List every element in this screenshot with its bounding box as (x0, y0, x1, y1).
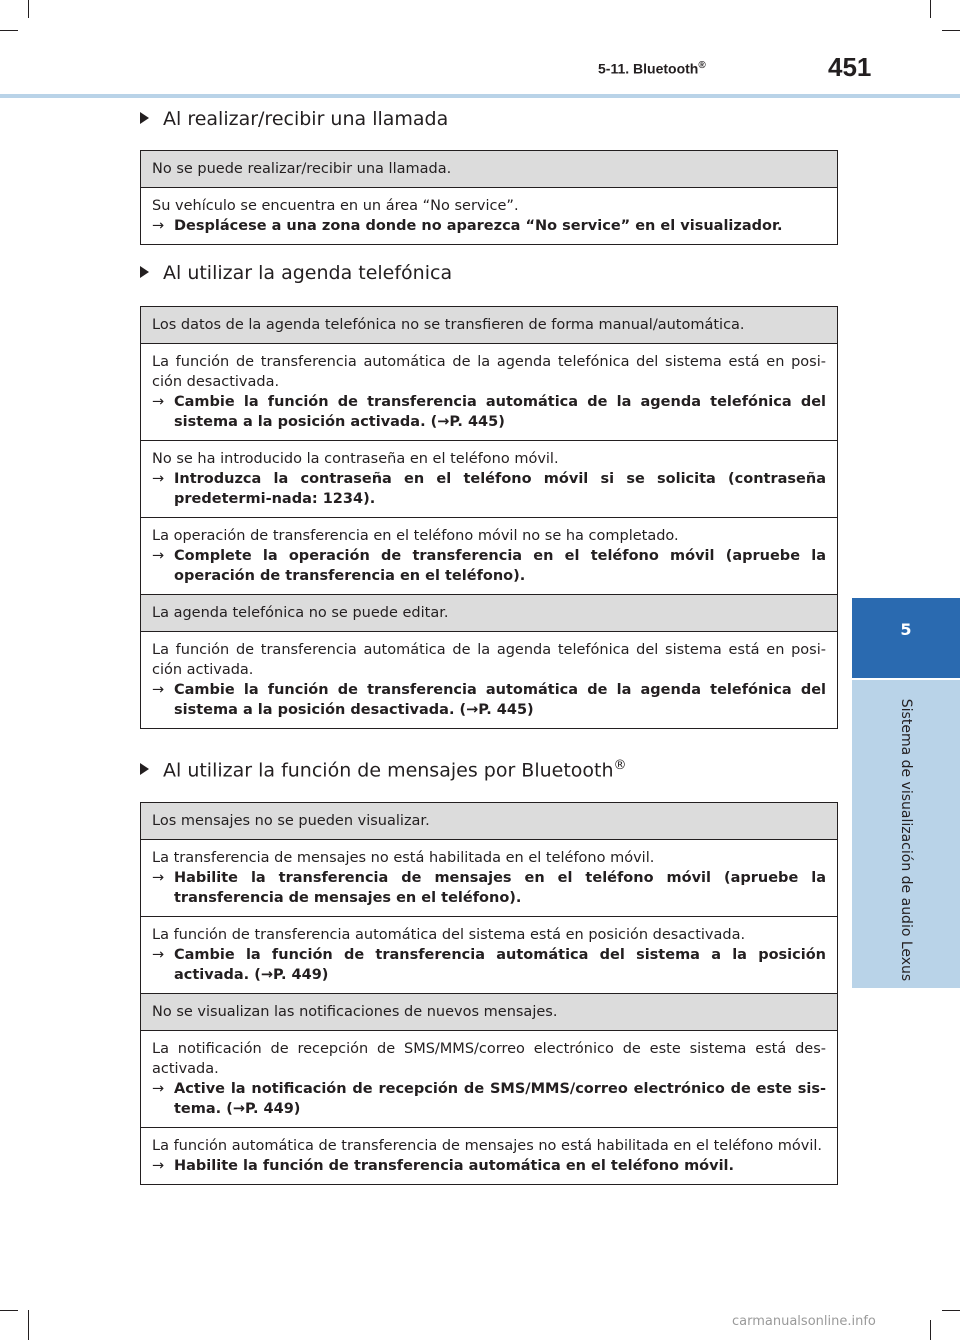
triangle-bullet-icon (140, 763, 149, 775)
cause-text: La función automática de transferencia de mensajes no está habilitada en el teléfono móvil. (152, 1138, 823, 1154)
crop-mark (930, 0, 931, 18)
crop-mark (930, 1320, 931, 1340)
troubleshooting-table (140, 150, 838, 245)
table-row (141, 803, 838, 840)
cause-text: La función de transferencia automática de la agenda telefónica del sistema está en posi-ción activada. (152, 642, 826, 678)
solution-text: Cambie la función de transferencia automática de la agenda telefónica del sistema a la posición desactivada. (→P. 445) (174, 682, 826, 718)
solution-text: Complete la operación de transferencia en el teléfono móvil (apruebe la operación de transferencia en el teléfono). (174, 548, 826, 584)
arrow-icon: → (152, 548, 165, 564)
table-row (141, 518, 838, 595)
crop-mark (28, 0, 29, 18)
cause-text: La función de transferencia automática del sistema está en posición desactivada. (152, 927, 746, 943)
triangle-bullet-icon (140, 112, 149, 124)
solution-text: Introduzca la contraseña en el teléfono móvil si se solicita (contraseña predetermi-nada: 1234). (174, 471, 826, 507)
section-title: Al realizar/recibir una llamada (140, 108, 448, 130)
solution-text: Cambie la función de transferencia automática del sistema a la posición activada. (→P. 449) (174, 947, 826, 983)
solution-text: Desplácese a una zona donde no aparezca “No service” en el visualizador. (174, 218, 783, 234)
watermark: carmanualsonline.info (732, 1314, 876, 1329)
table-row (141, 151, 838, 188)
cause-text: La función de transferencia automática de la agenda telefónica del sistema está en posi-ción desactivada. (152, 354, 826, 390)
chapter-section-title: 5-11. Bluetooth® (598, 60, 706, 77)
cause-text: La notificación de recepción de SMS/MMS/correo electrónico de este sistema está des-activada. (152, 1041, 826, 1077)
crop-mark (28, 1310, 29, 1340)
solution-text: Habilite la función de transferencia automática en el teléfono móvil. (174, 1158, 735, 1174)
symptom-cell: Los datos de la agenda telefónica no se transfieren de forma manual/automática. (141, 307, 838, 344)
arrow-icon: → (152, 1158, 165, 1174)
arrow-icon: → (152, 870, 165, 886)
arrow-icon: → (152, 682, 165, 698)
crop-mark (942, 1310, 960, 1311)
cause-text: No se ha introducido la contraseña en el teléfono móvil. (152, 451, 559, 467)
crop-mark (0, 1310, 18, 1311)
table-row (141, 344, 838, 441)
arrow-icon: → (152, 218, 165, 234)
table-row (141, 595, 838, 632)
symptom-cell: No se visualizan las notificaciones de nuevos mensajes. (141, 994, 838, 1031)
cause-text: Su vehículo se encuentra en un área “No service”. (152, 198, 519, 214)
table-row (141, 917, 838, 994)
table-row (141, 441, 838, 518)
table-row (141, 307, 838, 344)
solution-text: Habilite la transferencia de mensajes en el teléfono móvil (apruebe la transferencia de mensajes en el teléfono). (174, 870, 826, 906)
table-row (141, 840, 838, 917)
troubleshooting-table (140, 306, 838, 729)
section-title: Al utilizar la agenda telefónica (140, 262, 452, 284)
arrow-icon: → (152, 1081, 165, 1097)
table-row (141, 994, 838, 1031)
header-rule (0, 94, 960, 98)
crop-mark (0, 30, 18, 31)
chapter-number: 5 (900, 620, 912, 639)
solution-text: Active la notificación de recepción de SMS/MMS/correo electrónico de este sis-tema. (→P. 449) (174, 1081, 826, 1117)
table-row (141, 1031, 838, 1128)
solution-text: Cambie la función de transferencia automática de la agenda telefónica del sistema a la posición activada. (→P. 445) (174, 394, 826, 430)
table-row (141, 1128, 838, 1185)
cause-text: La transferencia de mensajes no está habilitada en el teléfono móvil. (152, 850, 655, 866)
symptom-cell: Los mensajes no se pueden visualizar. (141, 803, 838, 840)
page-number: 451 (828, 52, 872, 82)
section-title: Al utilizar la función de mensajes por Bluetooth® (140, 758, 627, 781)
troubleshooting-table (140, 802, 838, 1185)
arrow-icon: → (152, 394, 165, 410)
symptom-cell: La agenda telefónica no se puede editar. (141, 595, 838, 632)
arrow-icon: → (152, 471, 165, 487)
table-row (141, 188, 838, 245)
chapter-label: Sistema de visualización de audio Lexus (898, 698, 914, 982)
table-row (141, 632, 838, 729)
triangle-bullet-icon (140, 266, 149, 278)
cause-text: La operación de transferencia en el teléfono móvil no se ha completado. (152, 528, 679, 544)
symptom-cell: No se puede realizar/recibir una llamada. (141, 151, 838, 188)
arrow-icon: → (152, 947, 165, 963)
crop-mark (942, 30, 960, 31)
